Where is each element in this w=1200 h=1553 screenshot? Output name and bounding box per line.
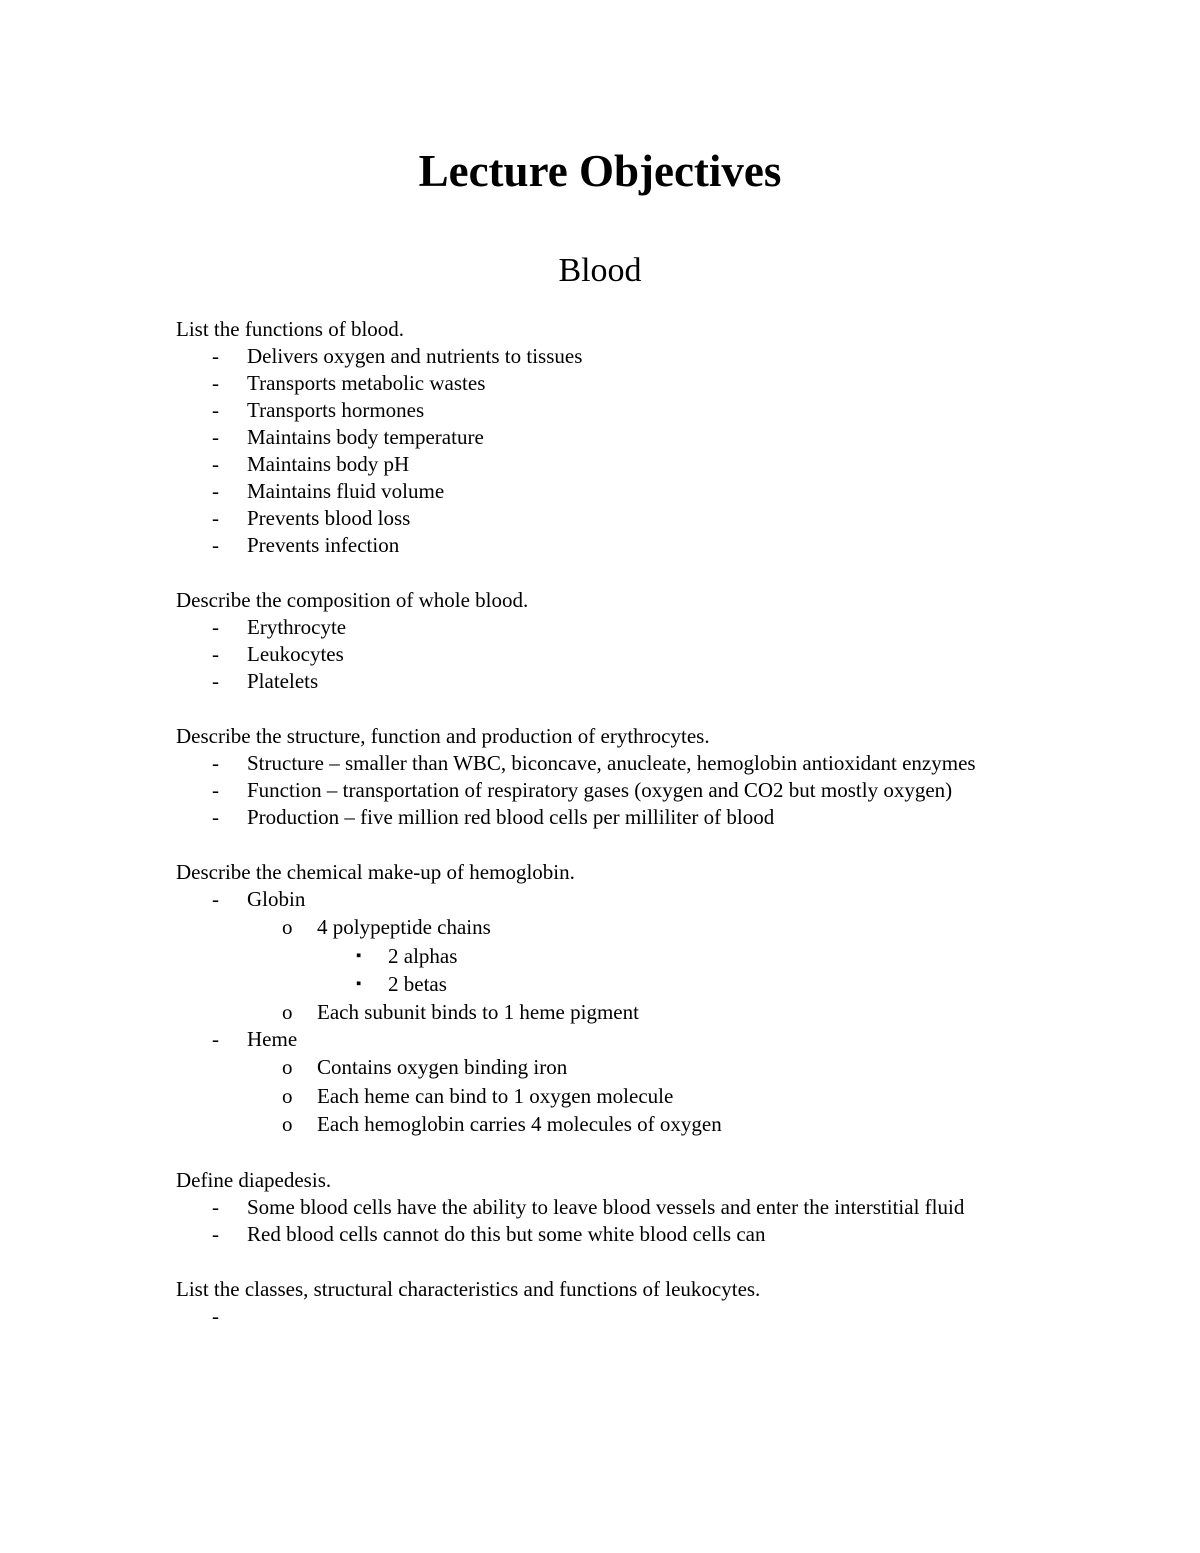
dash-bullet: - — [212, 778, 219, 802]
list-item-text: Leukocytes — [247, 642, 344, 666]
list-item — [176, 478, 1036, 505]
circle-bullet: o — [282, 999, 293, 1024]
list-item-text: Maintains fluid volume — [247, 479, 445, 503]
square-bullet: ▪ — [356, 975, 362, 992]
sub-list-item-text: Contains oxygen binding iron — [317, 1055, 568, 1079]
list-item-text: Structure – smaller than WBC, biconcave, anucleate, hemoglobin antioxidant enzymes — [247, 751, 976, 775]
list-item — [176, 641, 1036, 668]
section-heading: Define diapedesis. — [176, 1167, 332, 1192]
sub-list-item — [176, 1053, 1036, 1082]
list-item — [176, 397, 1036, 424]
dash-bullet: - — [212, 1194, 219, 1219]
section-leukocytes — [176, 1276, 1036, 1328]
sub-list-item — [176, 998, 1036, 1027]
sub-list-item-text: Each hemoglobin carries 4 molecules of oxygen — [317, 1112, 722, 1136]
dash-bullet: - — [212, 751, 219, 775]
sub-sub-list-item-text: 2 alphas — [388, 943, 458, 968]
list-item — [176, 668, 1036, 695]
list-item — [176, 1194, 1036, 1221]
list-item — [176, 532, 1036, 559]
list-item-text: Maintains body temperature — [247, 425, 484, 449]
list-item-text: Erythrocyte — [247, 615, 347, 639]
dash-bullet: - — [212, 887, 219, 911]
sub-list-item-text: 4 polypeptide chains — [317, 915, 491, 939]
circle-bullet: o — [282, 1083, 293, 1108]
list-item-text: Delivers oxygen and nutrients to tissues — [247, 344, 583, 368]
square-bullet: ▪ — [356, 947, 362, 964]
sub-list-item-text: Each subunit binds to 1 heme pigment — [317, 999, 639, 1024]
list-item-text: Some blood cells have the ability to leave blood vessels and enter the interstitial fluid — [247, 1194, 965, 1219]
list-item-text: Globin — [247, 887, 306, 911]
dash-bullet: - — [212, 506, 219, 530]
section-heading: Describe the structure, function and production of erythrocytes. — [176, 724, 710, 748]
dash-bullet: - — [212, 1221, 219, 1246]
list-item — [176, 804, 1036, 831]
list-item — [176, 424, 1036, 451]
list-item-text: Transports hormones — [247, 398, 425, 422]
page-title: Lecture Objectives — [418, 146, 782, 196]
sub-sub-list-item-text: 2 betas — [388, 971, 447, 996]
section-composition-of-blood — [176, 587, 1036, 695]
list-item — [176, 451, 1036, 478]
document-body — [176, 316, 1036, 1331]
section-hemoglobin — [176, 859, 1036, 1139]
list-item — [176, 343, 1036, 370]
list-item-text: Maintains body pH — [247, 452, 410, 476]
dash-bullet: - — [212, 452, 219, 476]
dash-bullet: - — [212, 642, 219, 666]
dash-bullet: - — [212, 371, 219, 395]
dash-bullet: - — [212, 669, 219, 693]
list-item — [176, 777, 1036, 804]
circle-bullet: o — [282, 1055, 293, 1079]
section-heading: Describe the chemical make-up of hemoglobin. — [176, 860, 575, 884]
section-diapedesis — [176, 1167, 1036, 1248]
list-item — [176, 750, 1036, 777]
list-item — [176, 614, 1036, 641]
dash-bullet: - — [212, 425, 219, 449]
section-heading: List the classes, structural characteristics and functions of leukocytes. — [176, 1276, 761, 1301]
sub-list-item — [176, 1110, 1036, 1139]
list-item — [176, 886, 1036, 913]
list-item-text: Prevents infection — [247, 533, 400, 557]
dash-bullet: - — [212, 1303, 219, 1328]
sub-list-item-text: Each heme can bind to 1 oxygen molecule — [317, 1083, 674, 1108]
section-erythrocytes — [176, 723, 1036, 831]
dash-bullet: - — [212, 344, 219, 368]
list-item — [176, 370, 1036, 397]
list-item-text: Red blood cells cannot do this but some white blood cells can — [247, 1221, 766, 1246]
dash-bullet: - — [212, 1027, 219, 1051]
list-item — [176, 1221, 1036, 1248]
list-item-text: Transports metabolic wastes — [247, 371, 486, 395]
list-item — [176, 505, 1036, 532]
dash-bullet: - — [212, 533, 219, 557]
circle-bullet: o — [282, 1112, 293, 1136]
sub-list-item — [176, 913, 1036, 942]
section-heading: Describe the composition of whole blood. — [176, 588, 529, 612]
list-item — [176, 1026, 1036, 1053]
sub-list-item — [176, 1082, 1036, 1111]
dash-bullet: - — [212, 805, 219, 829]
section-functions-of-blood — [176, 316, 1036, 559]
sub-sub-list-item — [176, 942, 1036, 970]
dash-bullet: - — [212, 479, 219, 503]
sub-sub-list-item — [176, 970, 1036, 998]
list-item-text: Platelets — [247, 669, 319, 693]
section-heading: List the functions of blood. — [176, 317, 405, 341]
list-item-text: Production – five million red blood cells per milliliter of blood — [247, 805, 775, 829]
list-item-text: Heme — [247, 1027, 298, 1051]
page-subtitle: Blood — [558, 252, 642, 289]
list-item-text: Function – transportation of respiratory gases (oxygen and CO2 but mostly oxygen) — [247, 778, 953, 802]
dash-bullet: - — [212, 615, 219, 639]
list-item-text: Prevents blood loss — [247, 506, 411, 530]
circle-bullet: o — [282, 915, 293, 939]
dash-bullet: - — [212, 398, 219, 422]
